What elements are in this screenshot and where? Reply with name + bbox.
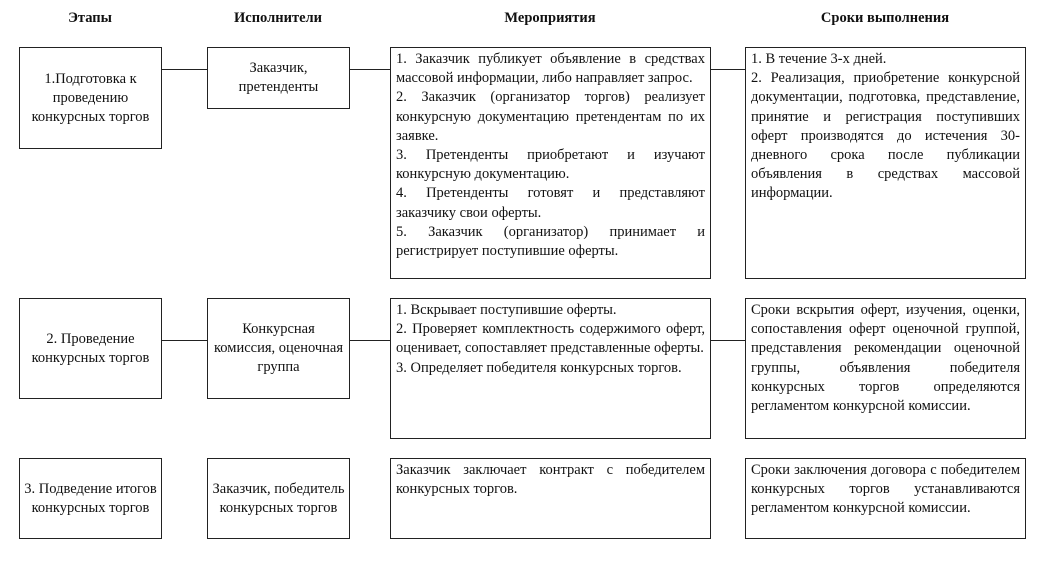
stage-box-2: 2. Проведение конкурсных торгов bbox=[19, 298, 162, 399]
activity-item: 4. Претенденты готовят и представляют заказчику свои оферты. bbox=[396, 185, 705, 221]
header-activities: Мероприятия bbox=[504, 10, 596, 26]
activity-item: 1. Заказчик публикует объявление в средствах массовой информации, либо направляет запрос. bbox=[396, 51, 705, 87]
stage-box-3: 3. Подведение итогов конкурсных торгов bbox=[19, 458, 162, 539]
deadline-item: Сроки заключения договора с победителем конкурсных торгов устанавливаются регламентом конкурсной комиссии. bbox=[751, 462, 1020, 517]
executors-box-1: Заказчик, претенденты bbox=[207, 47, 350, 109]
activity-item: 2. Заказчик (организатор торгов) реализует конкурсную документацию претендентам по их заявке. bbox=[396, 89, 705, 144]
connector bbox=[350, 69, 390, 70]
executors-box-3: Заказчик, победитель конкурсных торгов bbox=[207, 458, 350, 539]
activity-item: 5. Заказчик (организатор) принимает и регистрирует поступившие оферты. bbox=[396, 223, 705, 260]
header-deadlines: Сроки выполнения bbox=[820, 10, 950, 26]
activity-item: 1. Вскрывает поступившие оферты. bbox=[396, 302, 617, 318]
deadline-item: Сроки вскрытия оферт, изучения, оценки, сопоставления оферт оценочной группой, представления рекомендации оценочной группы, объявления победителя конкурсных торгов определяются регламентом конкурсной комиссии. bbox=[751, 302, 1020, 415]
connector bbox=[711, 69, 745, 70]
deadline-item: 2. Реализация, приобретение конкурсной документации, подготовка, представление, принятие и регистрация поступивших оферт производятся до истечения 30-дневного срока после публикации объявления в средствах массовой информации. bbox=[751, 70, 1020, 202]
connector bbox=[350, 340, 390, 341]
deadlines-box-3 bbox=[745, 458, 1026, 539]
activity-item: 3. Претенденты приобретают и изучают конкурсную документацию. bbox=[396, 147, 705, 183]
activities-box-1 bbox=[390, 47, 711, 279]
activity-item: 3. Определяет победителя конкурсных торгов. bbox=[396, 359, 682, 376]
deadlines-box-1 bbox=[745, 47, 1026, 279]
stage-box-1: 1.Подготовка к проведению конкурсных торгов bbox=[19, 47, 162, 149]
activities-box-2 bbox=[390, 298, 711, 439]
activities-box-3 bbox=[390, 458, 711, 539]
deadlines-box-2 bbox=[745, 298, 1026, 439]
activity-item: Заказчик заключает контракт с победителем конкурсных торгов. bbox=[396, 462, 705, 498]
connector bbox=[711, 340, 745, 341]
header-executors: Исполнители bbox=[233, 10, 323, 26]
connector bbox=[162, 340, 207, 341]
header-stages: Этапы bbox=[68, 10, 112, 26]
activity-item: 2. Проверяет комплектность содержимого оферт, оценивает, сопоставляет представленные оферты. bbox=[396, 321, 705, 357]
connector bbox=[162, 69, 207, 70]
deadline-item: 1. В течение 3-х дней. bbox=[751, 51, 887, 67]
executors-box-2: Конкурсная комиссия, оценочная группа bbox=[207, 298, 350, 399]
